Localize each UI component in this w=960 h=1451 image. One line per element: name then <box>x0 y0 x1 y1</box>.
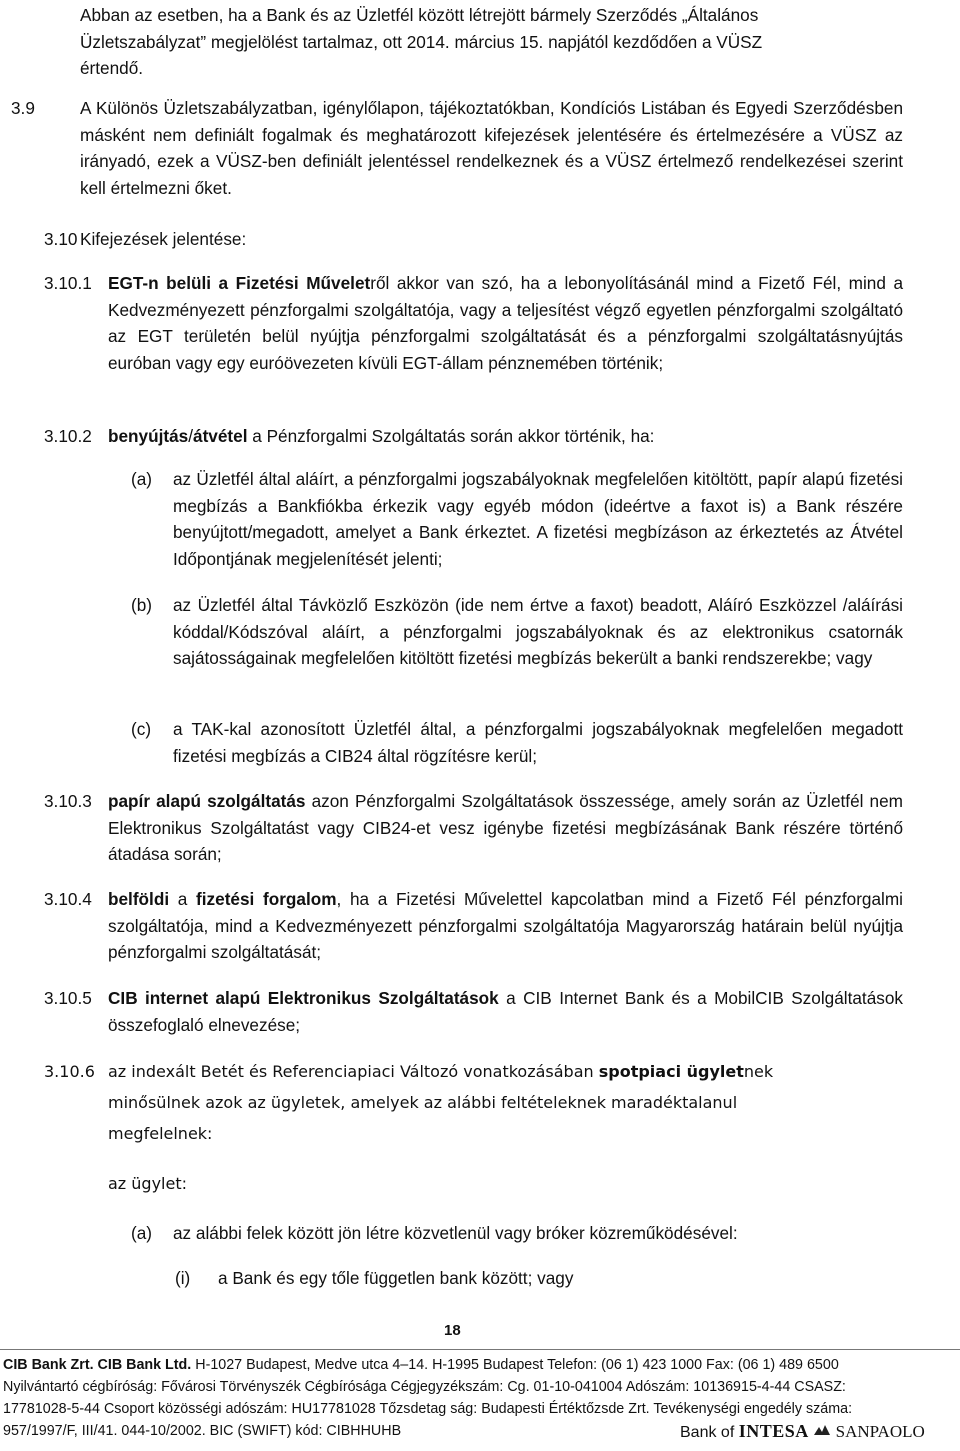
logo-text-bank-of: Bank of <box>680 1424 735 1441</box>
term-mid: a <box>169 889 197 909</box>
definition-text: a Pénzforgalmi Szolgáltatás során akkor történik, ha: <box>247 426 655 446</box>
section-3-10-2-intro <box>108 423 654 450</box>
intro-line-1: Abban az esetben, ha a Bank és az Üzletfél között létrejött bármely Szerződés „Általános <box>80 5 759 25</box>
logo-text-intesa: INTESA <box>738 1421 809 1441</box>
section-3-10-6-number: 3.10.6 <box>44 1062 95 1081</box>
footer-line-2: Nyilvántartó cégbíróság: Fővárosi Törvényszék Cégbírósága Cégjegyzékszám: Cg. 01-10-041004 Adószám: 10136915-4-44 CSASZ: <box>3 1379 846 1395</box>
term-bold-2: átvétel <box>193 426 248 446</box>
term-bold-1: benyújtás <box>108 426 189 446</box>
section-3-10-5-text <box>108 985 903 1038</box>
bank-logo <box>680 1421 925 1444</box>
section-3-9-text: A Különös Üzletszabályzatban, igénylőlapon, tájékoztatókban, Kondíciós Listában és Egyedi Szerződésben másként nem definiált fogalmak és meghatározott kifejezések jelentésére és értelmezésére a VÜSZ az irányadó, ezek a VÜSZ-ben definiált jelentéssel rendelkeznek és a VÜSZ értelmező rendelkezései szerint kell értelmezni őket. <box>80 98 903 198</box>
section-3-10-title: Kifejezések jelentése: <box>80 229 247 249</box>
intro-paragraph <box>80 2 903 82</box>
section-3-10-3-text <box>108 788 903 868</box>
term-bold: spotpiaci ügylet <box>598 1062 744 1081</box>
footer-company: CIB Bank Zrt. CIB Bank Ltd. <box>3 1357 192 1373</box>
footer-divider <box>0 1349 960 1350</box>
item-a-label: (a) <box>131 469 153 489</box>
footer-line-4: 957/1997/F, III/41. 044-10/2002. BIC (SWIFT) kód: CIBHHUHB <box>3 1423 402 1439</box>
term-bold-1: belföldi <box>108 889 170 909</box>
section-3-10-4-number: 3.10.4 <box>44 889 92 909</box>
section-3-9-number: 3.9 <box>11 98 35 118</box>
section-3-10-5-number: 3.10.5 <box>44 988 92 1008</box>
footer-address: H-1027 Budapest, Medve utca 4–14. H-1995 Budapest Telefon: (06 1) 423 1000 Fax: (06 1) 489 6500 <box>191 1357 839 1373</box>
term-bold: papír alapú szolgáltatás <box>108 791 306 811</box>
definition-text: azon Pénzforgalmi Szolgáltatások összessége, amely során az Üzletfél nem Elektronikus Szolgáltatást vagy CIB24-et vesz igénybe fizetési megbízásának Bank részére történő átadása során; <box>108 791 903 864</box>
section-3-10-3-number: 3.10.3 <box>44 791 92 811</box>
item-b-label: (b) <box>131 595 153 615</box>
section-3-10-6-line-3: megfelelnek: <box>108 1124 213 1143</box>
term-bold: CIB internet alapú Elektronikus Szolgáltatások <box>108 988 499 1008</box>
intro-line-3: értendő. <box>80 58 144 78</box>
logo-bird-icon <box>813 1423 831 1439</box>
section-3-10-6-line-2: minősülnek azok az ügyletek, amelyek az alábbi feltételeknek maradéktalanul <box>108 1093 738 1112</box>
item-c-text: a TAK-kal azonosított Üzletfél által, a pénzforgalmi jogszabályoknak megfelelően megadott fizetési megbízás a CIB24 által rögzítésre kerül; <box>173 719 903 766</box>
item-a-text: az Üzletfél által aláírt, a pénzforgalmi jogszabályoknak megfelelően kitöltött, papír alapú fizetési megbízás a Bankfiókba érkezik vagy egyéb módon (ideértve a faxot is) a Bank részére benyújtott/megadott, amelyet a Bank érkeztet. A fizetési megbízáson az érkeztetés az Átvétel Időpontjának megjelenítését jelenti; <box>173 469 903 569</box>
section-3-10-1-number: 3.10.1 <box>44 273 92 293</box>
section-3-10-2-number: 3.10.2 <box>44 426 92 446</box>
section-3-10-4-text <box>108 886 903 966</box>
definition-text: , ha a Fizetési Művelettel kapcolatban mind a Fizető Fél pénzforgalmi szolgáltatója, mind a Kedvezményezett pénzforgalmi szolgáltatója Magyarország határain belül nyújtja pénzforgalmi szolgáltatását; <box>108 889 903 962</box>
term-bold: EGT-n belüli a Fizetési Művelet <box>108 273 371 293</box>
page-number: 18 <box>444 1322 461 1339</box>
section-3-10-1-text <box>108 270 903 376</box>
item-a-label-2: (a) <box>131 1223 153 1243</box>
section-3-10-number: 3.10 <box>44 229 78 249</box>
item-i-label: (i) <box>175 1268 191 1288</box>
definition-text: a CIB Internet Bank és a MobilCIB Szolgáltatások összefoglaló elnevezése; <box>108 988 903 1035</box>
term-sep: / <box>188 426 194 446</box>
definition-text: ről akkor van szó, ha a lebonyolításánál mind a Fizető Fél, mind a Kedvezményezett pénzforgalmi szolgáltatója, vagy a teljesítést végző egyetlen pénzforgalmi szolgáltató az EGT területén belül nyújtja pénzforgalmi szolgáltatását és a pénzforgalmi szolgáltatásnyújtás euróban vagy egy euróövezeten kívüli EGT-állam pénznemében történik; <box>108 273 903 373</box>
item-i-text: a Bank és egy tőle független bank között; vagy <box>218 1268 574 1288</box>
term-bold-2: fizetési forgalom <box>196 889 337 909</box>
footer-line-3: 17781028-5-44 Csoport közösségi adószám: HU17781028 Tőzsdetag ság: Budapesti Értéktőzsde Zrt. Tevékenységi engedély száma: <box>3 1401 853 1417</box>
post-text: nek <box>743 1062 774 1081</box>
pre-text: az indexált Betét és Referenciapiaci Változó vonatkozásában <box>108 1062 599 1081</box>
item-a-text-2: az alábbi felek között jön létre közvetlenül vagy bróker közreműködésével: <box>173 1223 738 1243</box>
intro-line-2: Üzletszabályzat” megjelölést tartalmaz, ott 2014. március 15. napjától kezdődően a VÜSZ <box>80 31 763 52</box>
section-3-10-6-line-1 <box>108 1058 773 1086</box>
section-3-10-6-subhead: az ügylet: <box>108 1174 188 1193</box>
footer-line-1 <box>3 1355 839 1377</box>
item-b-text: az Üzletfél által Távközlő Eszközön (ide nem értve a faxot) beadott, Aláíró Eszközzel /aláírási kóddal/Kódszóval aláírt, a pénzforgalmi jogszabályoknak és az elektronikus csatornák sajátosságainak megfelelően kitöltött fizetési megbízás bekerült a banki rendszerekbe; vagy <box>173 595 903 668</box>
logo-text-sanpaolo: SANPAOLO <box>835 1422 925 1441</box>
item-c-label: (c) <box>131 719 152 739</box>
